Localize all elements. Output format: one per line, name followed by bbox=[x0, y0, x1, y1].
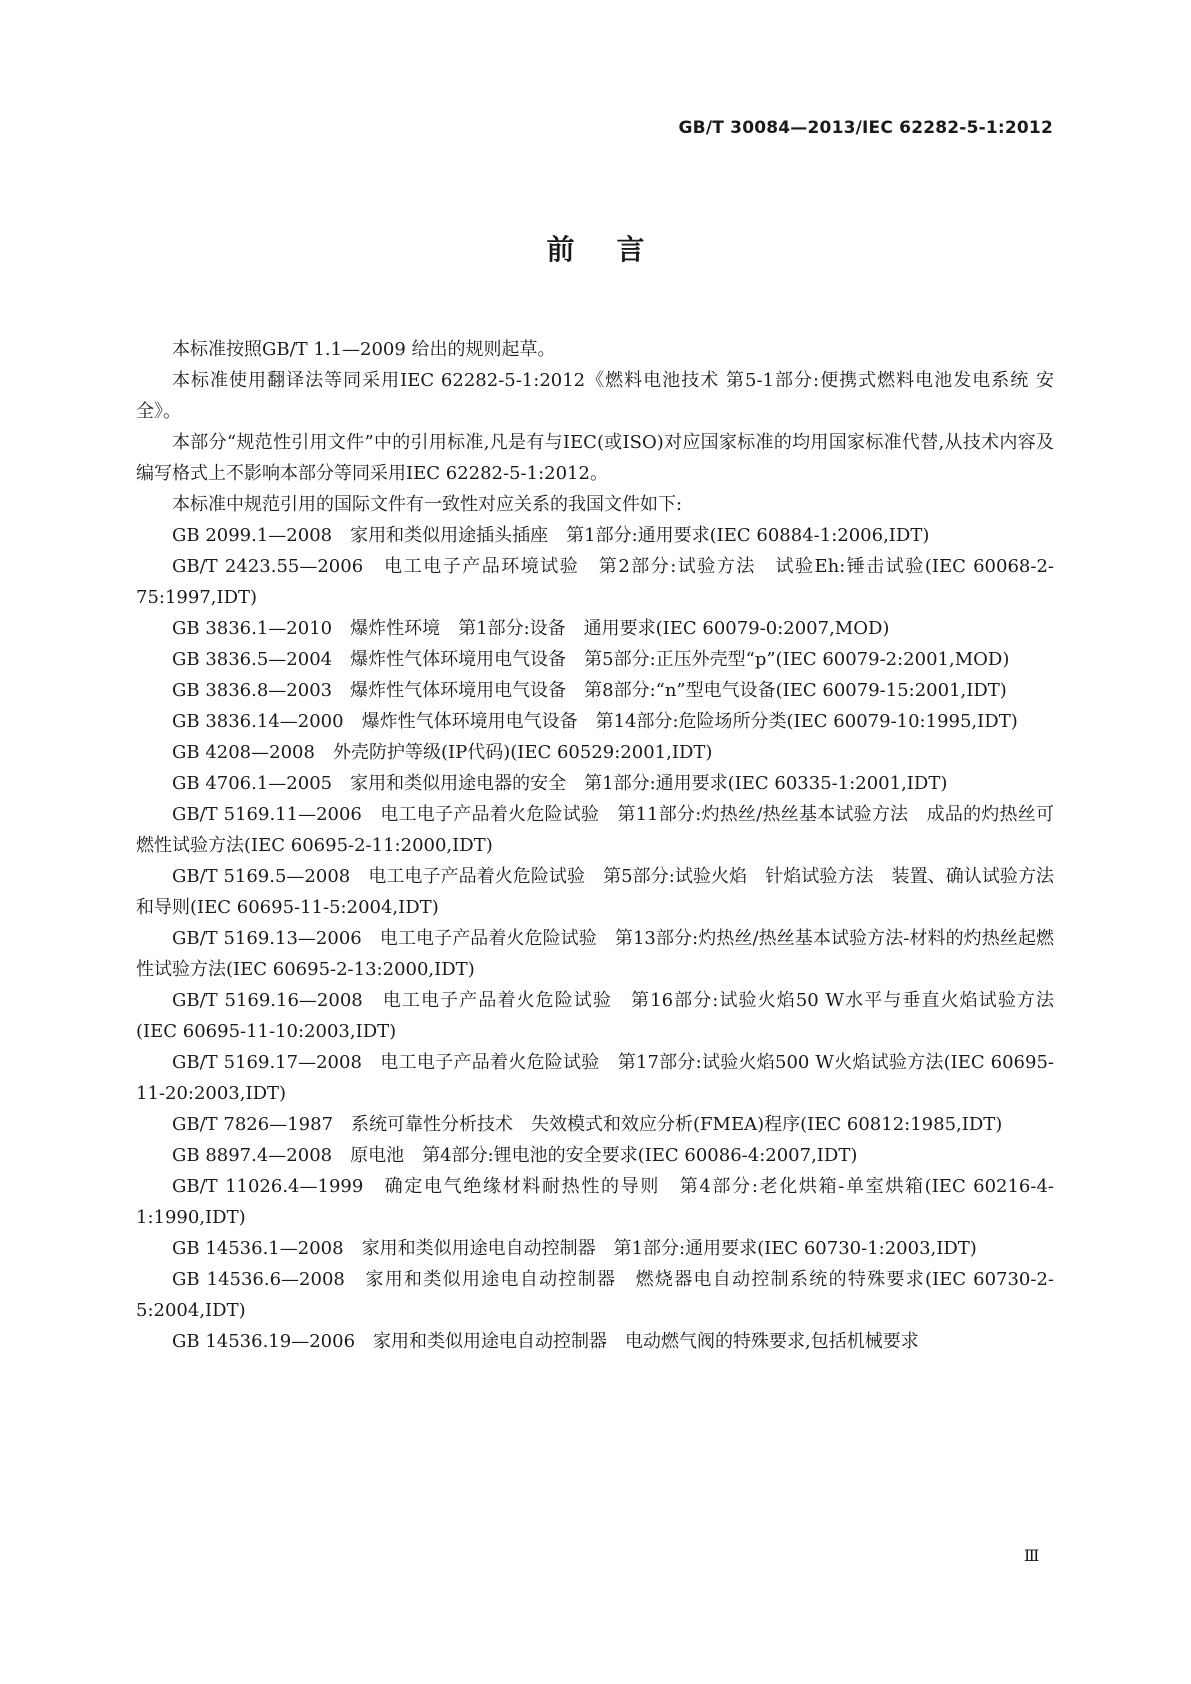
paragraph-correspondence-intro: 本标准中规范引用的国际文件有一致性对应关系的我国文件如下: bbox=[172, 494, 683, 515]
page-title: 前言 bbox=[546, 233, 687, 266]
reference-item: GB 2099.1—2008 家用和类似用途插头插座 第1部分:通用要求(IEC 60884-1:2006,IDT) bbox=[172, 525, 930, 546]
paragraph-normative-references: 本部分“规范性引用文件”中的引用标准,凡是有与IEC(或ISO)对应国家标准的均用国家标准代替,从技术内容及编写格式上不影响本部分等同采用IEC 62282-5-1:2012。 bbox=[136, 432, 1054, 484]
reference-item: GB/T 7826—1987 系统可靠性分析技术 失效模式和效应分析(FMEA)程序(IEC 60812:1985,IDT) bbox=[172, 1114, 1003, 1135]
reference-item: GB 14536.1—2008 家用和类似用途电自动控制器 第1部分:通用要求(IEC 60730-1:2003,IDT) bbox=[172, 1238, 977, 1259]
reference-item: GB 3836.8—2003 爆炸性气体环境用电气设备 第8部分:“n”型电气设备(IEC 60079-15:2001,IDT) bbox=[172, 680, 1007, 701]
reference-item: GB/T 5169.11—2006 电工电子产品着火危险试验 第11部分:灼热丝/热丝基本试验方法 成品的灼热丝可燃性试验方法(IEC 60695-2-11:2000,IDT) bbox=[136, 804, 1054, 856]
paragraph-drafting-rules: 本标准按照GB/T 1.1—2009 给出的规则起草。 bbox=[172, 339, 556, 360]
reference-item: GB/T 11026.4—1999 确定电气绝缘材料耐热性的导则 第4部分:老化烘箱-单室烘箱(IEC 60216-4-1:1990,IDT) bbox=[136, 1176, 1054, 1228]
reference-item: GB 3836.5—2004 爆炸性气体环境用电气设备 第5部分:正压外壳型“p”(IEC 60079-2:2001,MOD) bbox=[172, 649, 1010, 670]
reference-item: GB 14536.6—2008 家用和类似用途电自动控制器 燃烧器电自动控制系统的特殊要求(IEC 60730-2-5:2004,IDT) bbox=[136, 1269, 1054, 1321]
reference-item: GB/T 5169.16—2008 电工电子产品着火危险试验 第16部分:试验火焰50 W水平与垂直火焰试验方法(IEC 60695-11-10:2003,IDT) bbox=[136, 990, 1054, 1042]
reference-item: GB/T 5169.5—2008 电工电子产品着火危险试验 第5部分:试验火焰 针焰试验方法 装置、确认试验方法和导则(IEC 60695-11-5:2004,IDT) bbox=[136, 866, 1054, 918]
reference-item: GB 4706.1—2005 家用和类似用途电器的安全 第1部分:通用要求(IEC 60335-1:2001,IDT) bbox=[172, 773, 948, 794]
reference-item: GB 3836.1—2010 爆炸性环境 第1部分:设备 通用要求(IEC 60079-0:2007,MOD) bbox=[172, 618, 890, 639]
reference-item: GB 14536.19—2006 家用和类似用途电自动控制器 电动燃气阀的特殊要求,包括机械要求 bbox=[172, 1331, 919, 1352]
page-number: Ⅲ bbox=[1024, 1546, 1040, 1565]
paragraph-translation-method: 本标准使用翻译法等同采用IEC 62282-5-1:2012《燃料电池技术 第5-1部分:便携式燃料电池发电系统 安全》。 bbox=[136, 370, 1054, 422]
reference-item: GB/T 5169.13—2006 电工电子产品着火危险试验 第13部分:灼热丝/热丝基本试验方法-材料的灼热丝起燃性试验方法(IEC 60695-2-13:2000,IDT) bbox=[136, 928, 1054, 980]
reference-item: GB 8897.4—2008 原电池 第4部分:锂电池的安全要求(IEC 60086-4:2007,IDT) bbox=[172, 1145, 858, 1166]
reference-item: GB 4208—2008 外壳防护等级(IP代码)(IEC 60529:2001,IDT) bbox=[172, 742, 713, 763]
reference-item: GB 3836.14—2000 爆炸性气体环境用电气设备 第14部分:危险场所分类(IEC 60079-10:1995,IDT) bbox=[172, 711, 1018, 732]
document-standard-number: GB/T 30084—2013/IEC 62282-5-1:2012 bbox=[678, 118, 1053, 138]
reference-item: GB/T 5169.17—2008 电工电子产品着火危险试验 第17部分:试验火焰500 W火焰试验方法(IEC 60695-11-20:2003,IDT) bbox=[136, 1052, 1054, 1104]
document-body bbox=[136, 334, 1054, 1357]
reference-item: GB/T 2423.55—2006 电工电子产品环境试验 第2部分:试验方法 试验Eh:锤击试验(IEC 60068-2-75:1997,IDT) bbox=[136, 556, 1054, 608]
